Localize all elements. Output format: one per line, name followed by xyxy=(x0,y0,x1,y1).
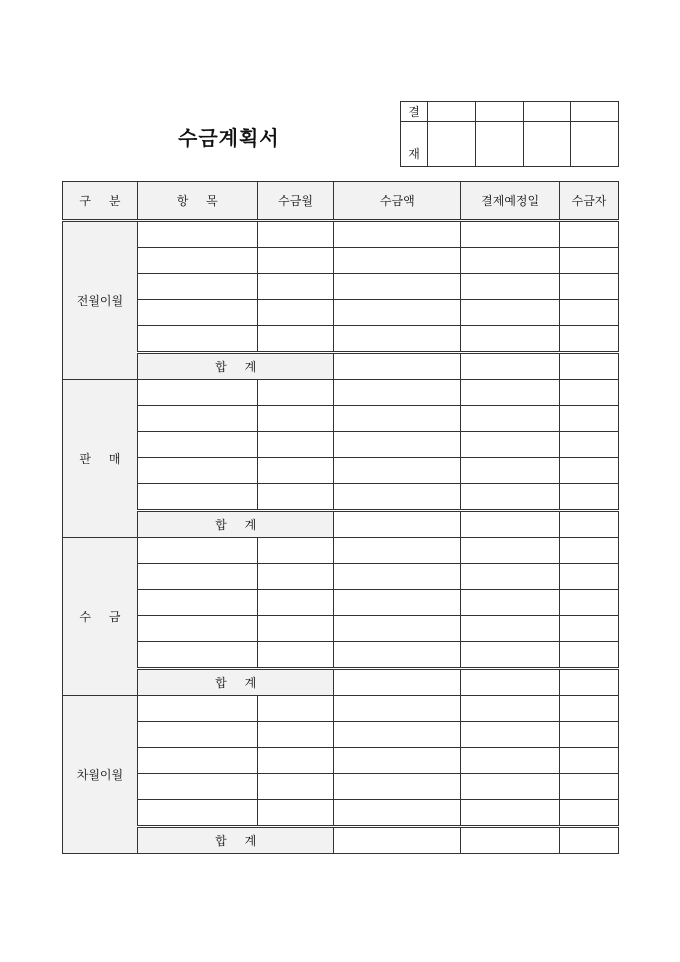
table-row xyxy=(63,300,619,326)
sum-amount-cell[interactable] xyxy=(334,827,461,854)
collector-cell[interactable] xyxy=(560,300,619,326)
due-date-cell[interactable] xyxy=(461,616,560,642)
item-cell[interactable] xyxy=(137,538,257,564)
amount-cell[interactable] xyxy=(334,642,461,669)
table-row xyxy=(63,722,619,748)
collector-cell[interactable] xyxy=(560,406,619,432)
collector-cell[interactable] xyxy=(560,484,619,511)
month-cell[interactable] xyxy=(257,300,334,326)
month-cell[interactable] xyxy=(257,326,334,353)
due-date-cell[interactable] xyxy=(461,642,560,669)
item-cell[interactable] xyxy=(137,326,257,353)
sum-label: 합 계 xyxy=(137,511,334,538)
amount-cell[interactable] xyxy=(334,432,461,458)
collector-cell[interactable] xyxy=(560,221,619,248)
section-category: 차월이월 xyxy=(63,696,138,854)
amount-cell[interactable] xyxy=(334,616,461,642)
due-date-cell[interactable] xyxy=(461,300,560,326)
amount-cell[interactable] xyxy=(334,406,461,432)
table-row xyxy=(63,432,619,458)
amount-cell[interactable] xyxy=(334,248,461,274)
approval-sign-cell-1[interactable] xyxy=(428,122,476,167)
due-date-cell[interactable] xyxy=(461,458,560,484)
amount-cell[interactable] xyxy=(334,800,461,827)
due-date-cell[interactable] xyxy=(461,432,560,458)
amount-cell[interactable] xyxy=(334,564,461,590)
approval-title-cell-1[interactable] xyxy=(428,102,476,122)
due-date-cell[interactable] xyxy=(461,406,560,432)
sum-row xyxy=(63,511,619,538)
item-cell[interactable] xyxy=(137,458,257,484)
header-collection-amount: 수금액 xyxy=(334,182,461,221)
collector-cell[interactable] xyxy=(560,722,619,748)
month-cell[interactable] xyxy=(257,406,334,432)
approval-title-cell-3[interactable] xyxy=(523,102,571,122)
collector-cell[interactable] xyxy=(560,696,619,722)
table-row xyxy=(63,748,619,774)
sum-due-date-cell[interactable] xyxy=(461,353,560,380)
item-cell[interactable] xyxy=(137,406,257,432)
due-date-cell[interactable] xyxy=(461,696,560,722)
sum-amount-cell[interactable] xyxy=(334,669,461,696)
due-date-cell[interactable] xyxy=(461,326,560,353)
table-row xyxy=(63,274,619,300)
table-row xyxy=(63,774,619,800)
collector-cell[interactable] xyxy=(560,326,619,353)
header-category: 구 분 xyxy=(63,182,138,221)
sum-collector-cell[interactable] xyxy=(560,353,619,380)
month-cell[interactable] xyxy=(257,274,334,300)
amount-cell[interactable] xyxy=(334,274,461,300)
item-cell[interactable] xyxy=(137,484,257,511)
section-category: 판 매 xyxy=(63,380,138,538)
month-cell[interactable] xyxy=(257,221,334,248)
table-row xyxy=(63,406,619,432)
document-title: 수금계획서 xyxy=(178,126,280,150)
collector-cell[interactable] xyxy=(560,432,619,458)
month-cell[interactable] xyxy=(257,380,334,406)
due-date-cell[interactable] xyxy=(461,748,560,774)
section-category: 전월이월 xyxy=(63,221,138,380)
approval-title-cell-2[interactable] xyxy=(475,102,523,122)
item-cell[interactable] xyxy=(137,564,257,590)
month-cell[interactable] xyxy=(257,484,334,511)
amount-cell[interactable] xyxy=(334,300,461,326)
month-cell[interactable] xyxy=(257,248,334,274)
table-row xyxy=(63,380,619,406)
month-cell[interactable] xyxy=(257,432,334,458)
table-row xyxy=(63,590,619,616)
month-cell[interactable] xyxy=(257,538,334,564)
sum-label: 합 계 xyxy=(137,827,334,854)
collector-cell[interactable] xyxy=(560,616,619,642)
item-cell[interactable] xyxy=(137,642,257,669)
table-row xyxy=(63,326,619,353)
sum-row xyxy=(63,669,619,696)
sum-due-date-cell[interactable] xyxy=(461,827,560,854)
month-cell[interactable] xyxy=(257,564,334,590)
collector-cell[interactable] xyxy=(560,380,619,406)
header-item: 항 목 xyxy=(137,182,257,221)
collector-cell[interactable] xyxy=(560,590,619,616)
table-row xyxy=(63,800,619,827)
item-cell[interactable] xyxy=(137,616,257,642)
sum-amount-cell[interactable] xyxy=(334,353,461,380)
sum-row xyxy=(63,353,619,380)
month-cell[interactable] xyxy=(257,722,334,748)
section-category: 수 금 xyxy=(63,538,138,696)
amount-cell[interactable] xyxy=(334,221,461,248)
amount-cell[interactable] xyxy=(334,774,461,800)
sum-amount-cell[interactable] xyxy=(334,511,461,538)
table-row xyxy=(63,696,619,722)
item-cell[interactable] xyxy=(137,774,257,800)
item-cell[interactable] xyxy=(137,696,257,722)
header-collector: 수금자 xyxy=(560,182,619,221)
due-date-cell[interactable] xyxy=(461,590,560,616)
amount-cell[interactable] xyxy=(334,748,461,774)
sum-row xyxy=(63,827,619,854)
collector-cell[interactable] xyxy=(560,248,619,274)
due-date-cell[interactable] xyxy=(461,774,560,800)
approval-label-top: 결 xyxy=(401,102,428,122)
sum-collector-cell[interactable] xyxy=(560,511,619,538)
header-row xyxy=(63,182,619,221)
item-cell[interactable] xyxy=(137,300,257,326)
table-row xyxy=(63,248,619,274)
item-cell[interactable] xyxy=(137,274,257,300)
approval-sign-cell-2[interactable] xyxy=(475,122,523,167)
sum-collector-cell[interactable] xyxy=(560,827,619,854)
approval-title-cell-4[interactable] xyxy=(571,102,619,122)
due-date-cell[interactable] xyxy=(461,538,560,564)
header-payment-due-date: 결제예정일 xyxy=(461,182,560,221)
due-date-cell[interactable] xyxy=(461,800,560,827)
item-cell[interactable] xyxy=(137,748,257,774)
item-cell[interactable] xyxy=(137,800,257,827)
month-cell[interactable] xyxy=(257,748,334,774)
table-row xyxy=(63,221,619,248)
sum-collector-cell[interactable] xyxy=(560,669,619,696)
due-date-cell[interactable] xyxy=(461,380,560,406)
due-date-cell[interactable] xyxy=(461,274,560,300)
sum-label: 합 계 xyxy=(137,669,334,696)
amount-cell[interactable] xyxy=(334,696,461,722)
collector-cell[interactable] xyxy=(560,564,619,590)
table-row xyxy=(63,538,619,564)
amount-cell[interactable] xyxy=(334,590,461,616)
month-cell[interactable] xyxy=(257,642,334,669)
item-cell[interactable] xyxy=(137,432,257,458)
amount-cell[interactable] xyxy=(334,458,461,484)
amount-cell[interactable] xyxy=(334,722,461,748)
amount-cell[interactable] xyxy=(334,326,461,353)
item-cell[interactable] xyxy=(137,590,257,616)
month-cell[interactable] xyxy=(257,696,334,722)
item-cell[interactable] xyxy=(137,722,257,748)
collector-cell[interactable] xyxy=(560,748,619,774)
due-date-cell[interactable] xyxy=(461,484,560,511)
approval-label-bottom: 재 xyxy=(401,122,428,167)
month-cell[interactable] xyxy=(257,590,334,616)
approval-sign-cell-4[interactable] xyxy=(571,122,619,167)
collector-cell[interactable] xyxy=(560,274,619,300)
table-row xyxy=(63,458,619,484)
item-cell[interactable] xyxy=(137,221,257,248)
due-date-cell[interactable] xyxy=(461,564,560,590)
month-cell[interactable] xyxy=(257,458,334,484)
collector-cell[interactable] xyxy=(560,538,619,564)
item-cell[interactable] xyxy=(137,380,257,406)
due-date-cell[interactable] xyxy=(461,722,560,748)
due-date-cell[interactable] xyxy=(461,221,560,248)
collection-plan-table xyxy=(62,181,619,854)
header-collection-month: 수금월 xyxy=(257,182,334,221)
sum-due-date-cell[interactable] xyxy=(461,669,560,696)
table-row xyxy=(63,484,619,511)
month-cell[interactable] xyxy=(257,616,334,642)
amount-cell[interactable] xyxy=(334,538,461,564)
approval-sign-cell-3[interactable] xyxy=(523,122,571,167)
table-row xyxy=(63,564,619,590)
approval-box xyxy=(400,101,619,167)
sum-label: 합 계 xyxy=(137,353,334,380)
amount-cell[interactable] xyxy=(334,484,461,511)
collector-cell[interactable] xyxy=(560,458,619,484)
table-row xyxy=(63,616,619,642)
item-cell[interactable] xyxy=(137,248,257,274)
sum-due-date-cell[interactable] xyxy=(461,511,560,538)
amount-cell[interactable] xyxy=(334,380,461,406)
table-row xyxy=(63,642,619,669)
collector-cell[interactable] xyxy=(560,774,619,800)
month-cell[interactable] xyxy=(257,800,334,827)
due-date-cell[interactable] xyxy=(461,248,560,274)
collector-cell[interactable] xyxy=(560,642,619,669)
month-cell[interactable] xyxy=(257,774,334,800)
collector-cell[interactable] xyxy=(560,800,619,827)
